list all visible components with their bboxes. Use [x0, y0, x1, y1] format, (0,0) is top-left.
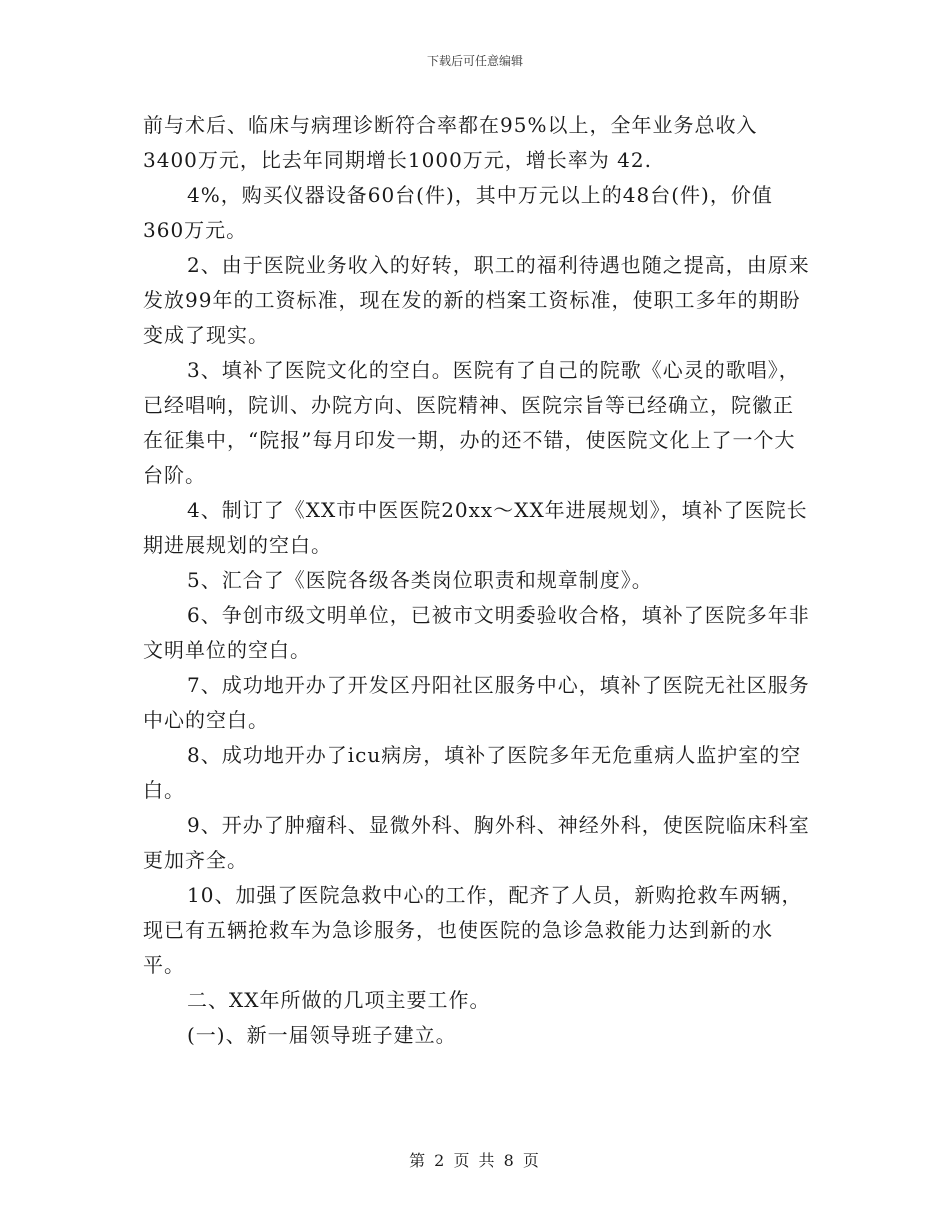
paragraph: 2、由于医院业务收入的好转，职工的福利待遇也随之提高，由原来发放99年的工资标准，现在发的新的档案工资标准，使职工多年的期盼变成了现实。 [143, 253, 810, 347]
paragraph: 4、制订了《XX市中医医院20xx～XX年进展规划》，填补了医院长期进展规划的空白。 [143, 498, 808, 557]
paragraph: 7、成功地开办了开发区丹阳社区服务中心，填补了医院无社区服务中心的空白。 [143, 673, 810, 732]
paragraph: 9、开办了肿瘤科、显微外科、胸外科、神经外科，使医院临床科室更加齐全。 [143, 813, 810, 872]
subsection-heading: (一)、新一届领导班子建立。 [187, 1023, 457, 1047]
page-header-note: 下载后可任意编辑 [426, 54, 523, 68]
paragraph: 8、成功地开办了icu病房，填补了医院多年无危重病人监护室的空白。 [143, 743, 802, 802]
document-body [143, 108, 811, 1053]
section-heading: 二、XX年所做的几项主要工作。 [187, 988, 491, 1012]
paragraph: 3、填补了医院文化的空白。医院有了自己的院歌《心灵的歌唱》，已经唱响，院训、办院方向、医院精神、医院宗旨等已经确立，院徽正在征集中，“院报”每月印发一期，办的还不错，使医院文化上了一个大台阶。 [143, 358, 800, 487]
paragraph: 10、加强了医院急救中心的工作，配齐了人员，新购抢救车两辆，现已有五辆抢救车为急诊服务，也使医院的急诊急救能力达到新的水平。 [143, 883, 803, 977]
paragraph: 6、争创市级文明单位，已被市文明委验收合格，填补了医院多年非文明单位的空白。 [143, 603, 810, 662]
paragraph: 5、汇合了《医院各级各类岗位职责和规章制度》。 [187, 568, 653, 592]
paragraph: 4%，购买仪器设备60台(件)，其中万元以上的48台(件)，价值360万元。 [143, 183, 773, 242]
page-number: 第 2 页 共 8 页 [409, 1151, 541, 1170]
paragraph: 前与术后、临床与病理诊断符合率都在95%以上，全年业务总收入3400万元，比去年同期增长1000万元，增长率为 42. [143, 113, 758, 172]
